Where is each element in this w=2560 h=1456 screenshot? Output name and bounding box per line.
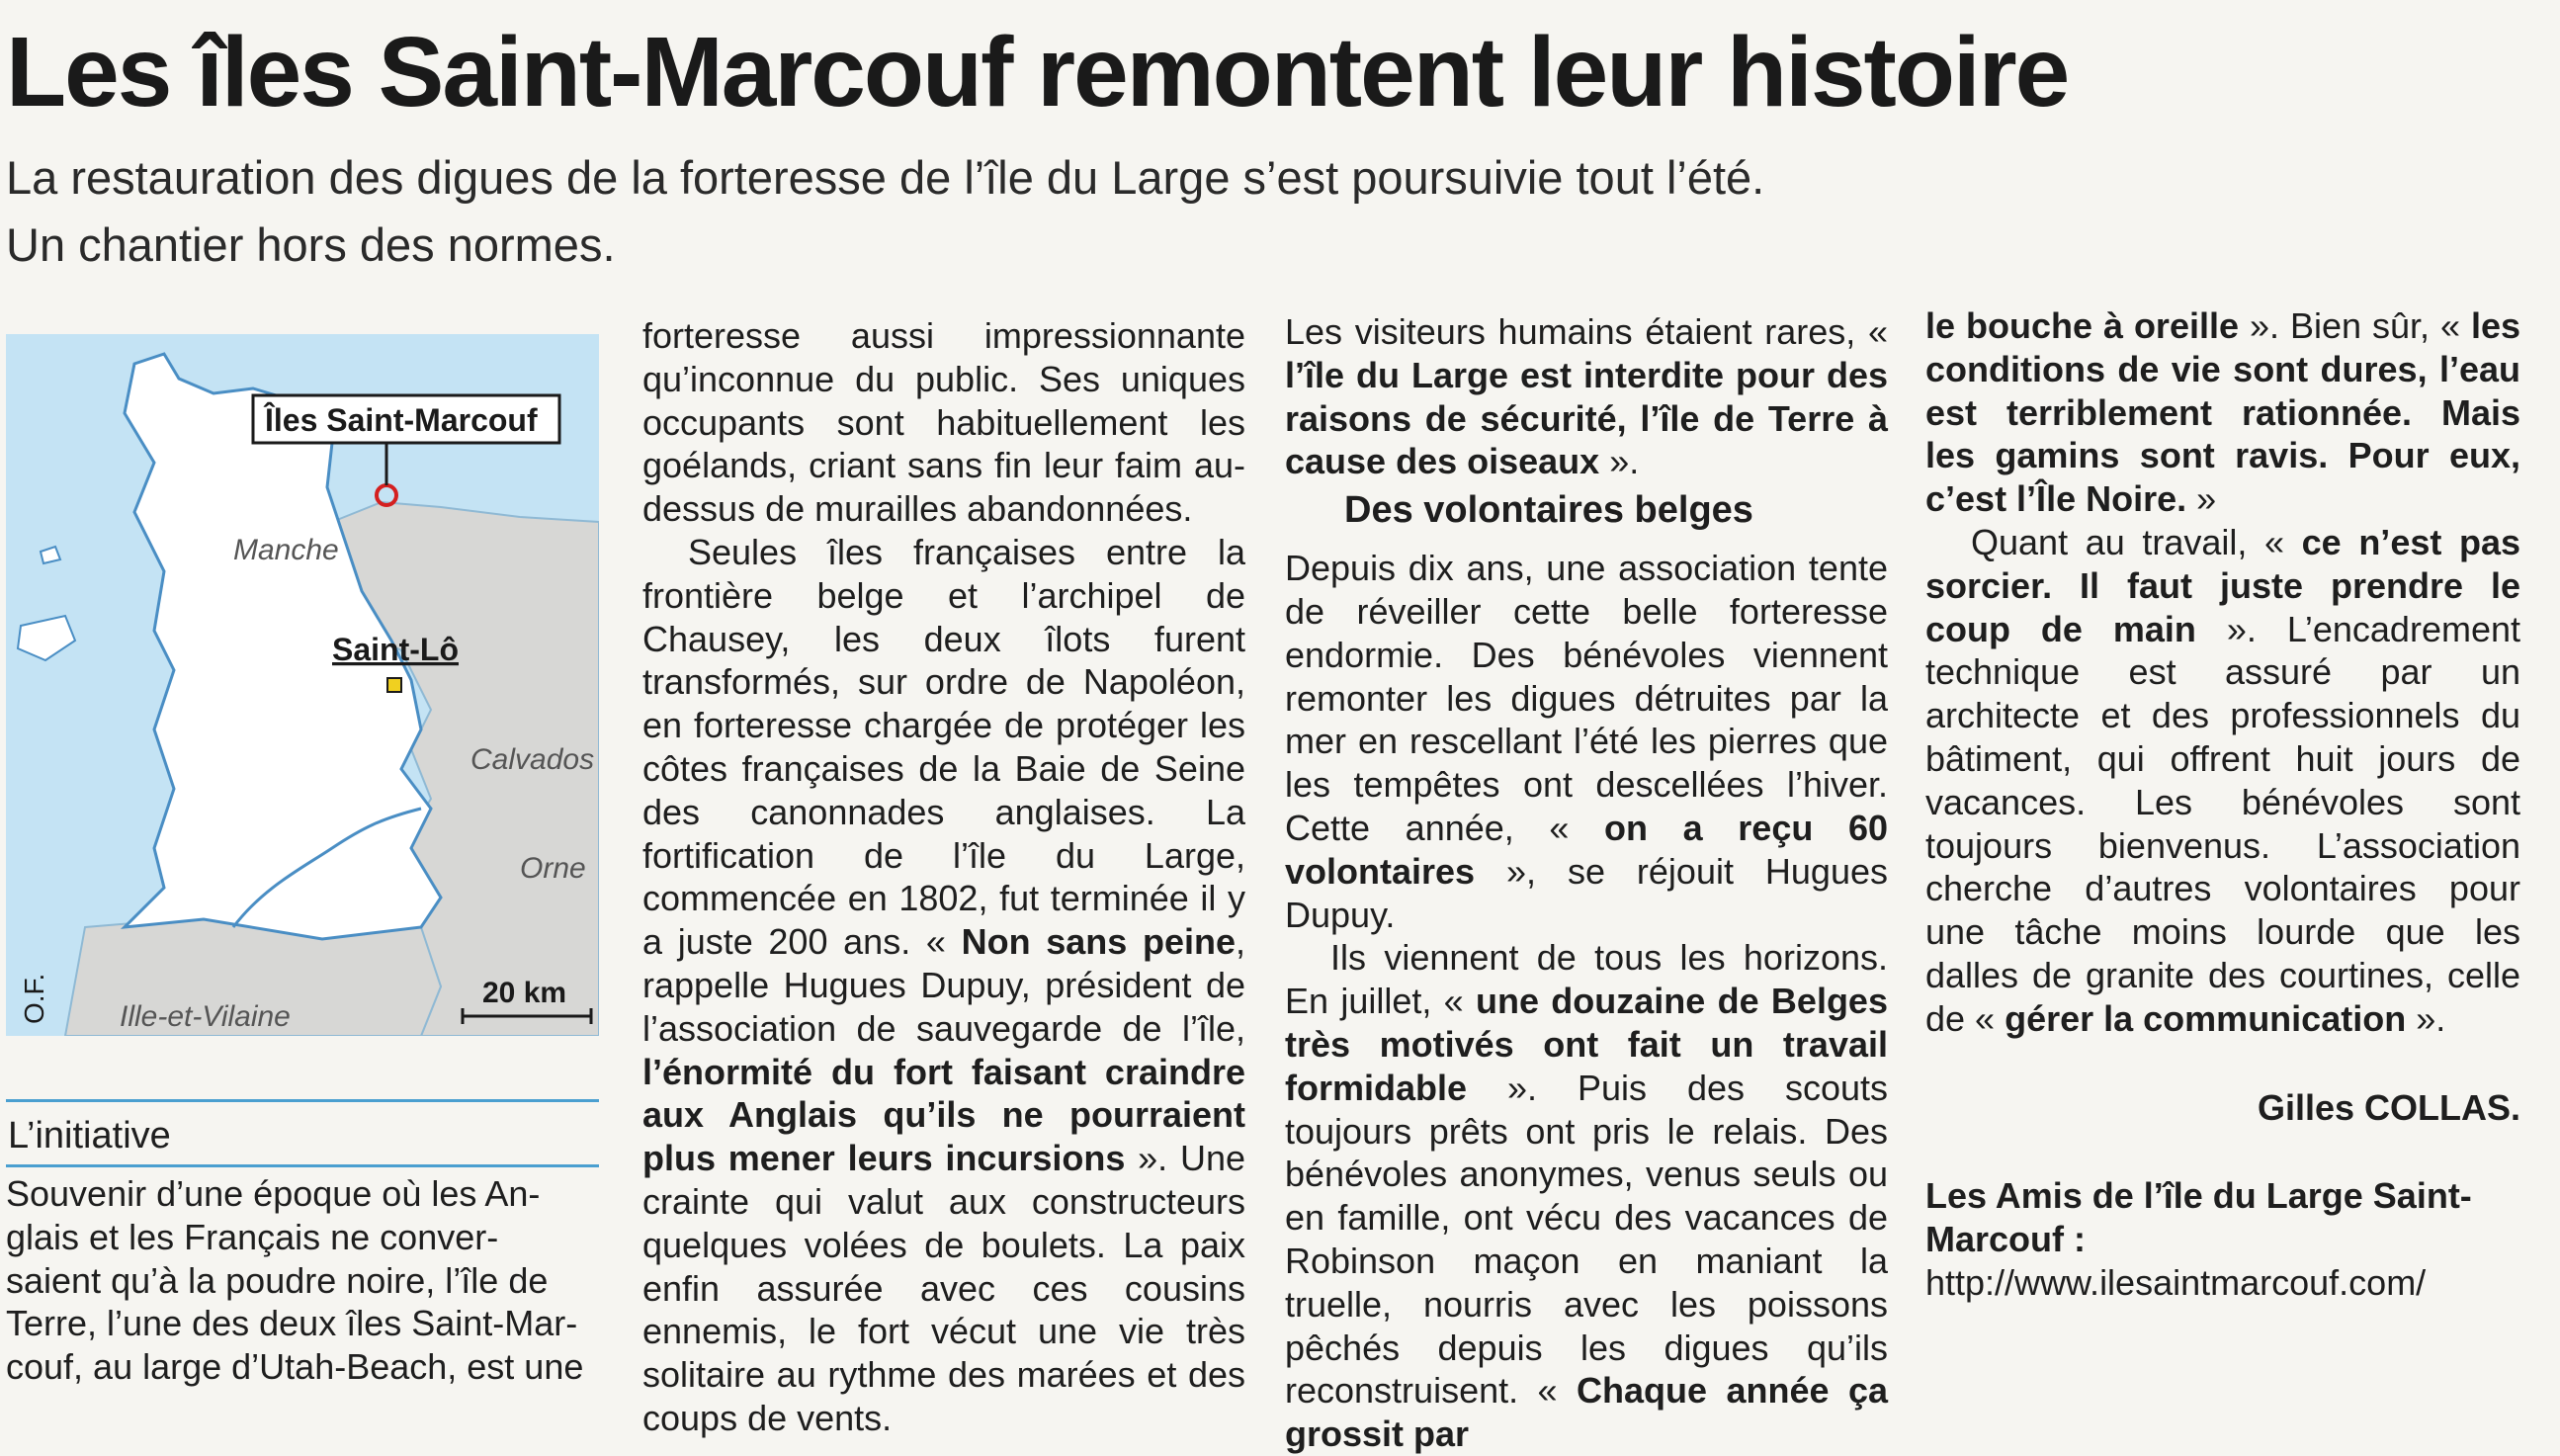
paragraph bbox=[1285, 310, 1888, 483]
quote-run: une douzaine de Belges très motivés ont fait un travail formidable bbox=[1285, 981, 1888, 1108]
map-credit: O.F. bbox=[19, 973, 49, 1024]
lead-line-1: La restauration des digues de la forteresse de l’île du Large s’est poursuivie tout l’été. bbox=[6, 151, 1765, 204]
map-city-saint-lo: Saint-Lô bbox=[332, 632, 459, 667]
text-line: couf, au large d’Utah-Beach, est une bbox=[6, 1346, 584, 1388]
text-line: saient qu’à la poudre noire, l’île de bbox=[6, 1259, 549, 1301]
links-url[interactable]: http://www.ilesaintmarcouf.com/ bbox=[1925, 1261, 2427, 1303]
subheading: Des volontaires belges bbox=[1344, 489, 1753, 532]
links-label: Les Amis de l’île du Large Saint-Marcouf : bbox=[1925, 1175, 2472, 1260]
quote-run: l’énormité du fort faisant craindre aux Anglais qu’ils ne pourraient plus mener leurs incursions bbox=[642, 1051, 1245, 1179]
map-label-manche: Manche bbox=[233, 534, 339, 566]
text-run: ». Puis des scouts toujours prêts ont pris le relais. Des bénévoles anonymes, venus seuls ou en famille, ont vécu des vacances de Robinson maçon en maniant la truelle, nourris avec les poissons pêchés depuis les digues qu’ils reconstruisent. « bbox=[1285, 1067, 1888, 1412]
map-label-ille-et-vilaine: Ille-et-Vilaine bbox=[120, 1000, 291, 1033]
section-rule-bottom bbox=[6, 1164, 599, 1167]
text-run: forteresse aussi impressionnante qu’inconnue du public. Ses uniques occupants sont habituellement les goélands, criant sans fin leur faim au-dessus de murailles abandonnées. bbox=[642, 315, 1245, 530]
quote-run: ce n’est pas sorcier. Il faut juste prendre le coup de main bbox=[1925, 521, 2520, 649]
map-callout: Îles Saint-Marcouf bbox=[265, 402, 538, 438]
map bbox=[6, 334, 599, 1036]
paragraph bbox=[1925, 521, 2520, 1041]
paragraph bbox=[1925, 304, 2520, 521]
text-run: Les visiteurs humains étaient rares, « bbox=[1285, 311, 1888, 352]
column-3 bbox=[1285, 310, 1888, 1456]
city-marker bbox=[387, 678, 401, 692]
text-run: ». Bien sûr, « bbox=[2239, 305, 2471, 346]
map-label-calvados: Calvados bbox=[470, 743, 595, 776]
text-run: , rappelle Hugues Dupuy, président de l’association de sauvegarde de l’île, bbox=[642, 921, 1245, 1049]
author-signature: Gilles COLLAS. bbox=[2257, 1086, 2520, 1128]
association-links bbox=[1925, 1174, 2520, 1304]
paragraph bbox=[642, 314, 1245, 531]
text-run: Ils viennent de tous les horizons. En juillet, « bbox=[1285, 937, 1888, 1022]
text-line: Souvenir d’une époque où les An- bbox=[6, 1173, 541, 1214]
quote-run: gérer la communication bbox=[2005, 997, 2407, 1039]
quote-run: Chaque année ça grossit par bbox=[1285, 1370, 1888, 1455]
text-run: Depuis dix ans, une association tente de réveiller cette belle forteresse endormie. Des bénévoles viennent remonter les digues détruites par la mer en rescellant l’été les pierres que les tempêtes ont descellées l’hiver. Cette année, « bbox=[1285, 548, 1888, 848]
quote-run: on a reçu 60 volontaires bbox=[1285, 807, 1889, 892]
column-2 bbox=[642, 314, 1245, 1440]
quote-run: Non sans peine bbox=[961, 921, 1236, 963]
text-run: Quant au travail, « bbox=[1971, 521, 2302, 562]
text-line: Terre, l’une des deux îles Saint-Mar- bbox=[6, 1303, 578, 1344]
text-run: ». L’encadrement technique est assuré par un architecte et des professionnels du bâtiment, qui offrent huit jours de vacances. Les bénévoles sont toujours bienvenus. L’association cherche d’autres volontaires pour une tâche moins lourde que les dalles de granite des courtines, celle de « bbox=[1925, 608, 2520, 1039]
headline: Les îles Saint-Marcouf remontent leur histoire bbox=[6, 17, 2069, 128]
quote-run: les conditions de vie sont dures, l’eau est terriblement rationnée. Mais les gamins sont ravis. Pour eux, c’est l’Île Noire. bbox=[1925, 305, 2520, 520]
text-line: glais et les Français ne conver- bbox=[6, 1216, 499, 1257]
map-label-orne: Orne bbox=[520, 852, 586, 885]
map-scale-label: 20 km bbox=[482, 977, 567, 1009]
text-run: ». Une crainte qui valut aux constructeurs quelques volées de boulets. La paix enfin assurée avec ces cousins ennemis, le fort vécut une vie très solitaire au rythme des marées et des coups de vents. bbox=[642, 1138, 1245, 1438]
paragraph bbox=[642, 531, 1245, 1440]
text-run: ». bbox=[1599, 441, 1640, 482]
text-run: », se réjouit Hugues Dupuy. bbox=[1285, 850, 1888, 935]
text-run: ». bbox=[2406, 997, 2446, 1039]
text-run: » bbox=[2186, 478, 2217, 520]
paragraph bbox=[1285, 936, 1888, 1456]
quote-run: le bouche à oreille bbox=[1925, 305, 2239, 346]
column-4 bbox=[1925, 304, 2520, 1305]
text-run: Seules îles françaises entre la frontière belge et l’archipel de Chausey, les deux îlots furent transformés, sur ordre de Napoléon, en forteresse chargée de protéger les côtes françaises de la Baie de Seine des canonnades anglaises. La fortification de l’île du Large, commencée en 1802, fut terminée il y a juste 200 ans. « bbox=[642, 531, 1245, 963]
paragraph bbox=[1285, 547, 1888, 936]
initiative-heading: L’initiative bbox=[8, 1115, 171, 1156]
section-rule-top bbox=[6, 1099, 599, 1102]
column-1 bbox=[6, 1172, 609, 1389]
quote-run: l’île du Large est interdite pour des raisons de sécurité, l’île de Terre à cause des oiseaux bbox=[1285, 354, 1888, 482]
lead-line-2: Un chantier hors des normes. bbox=[6, 218, 616, 271]
